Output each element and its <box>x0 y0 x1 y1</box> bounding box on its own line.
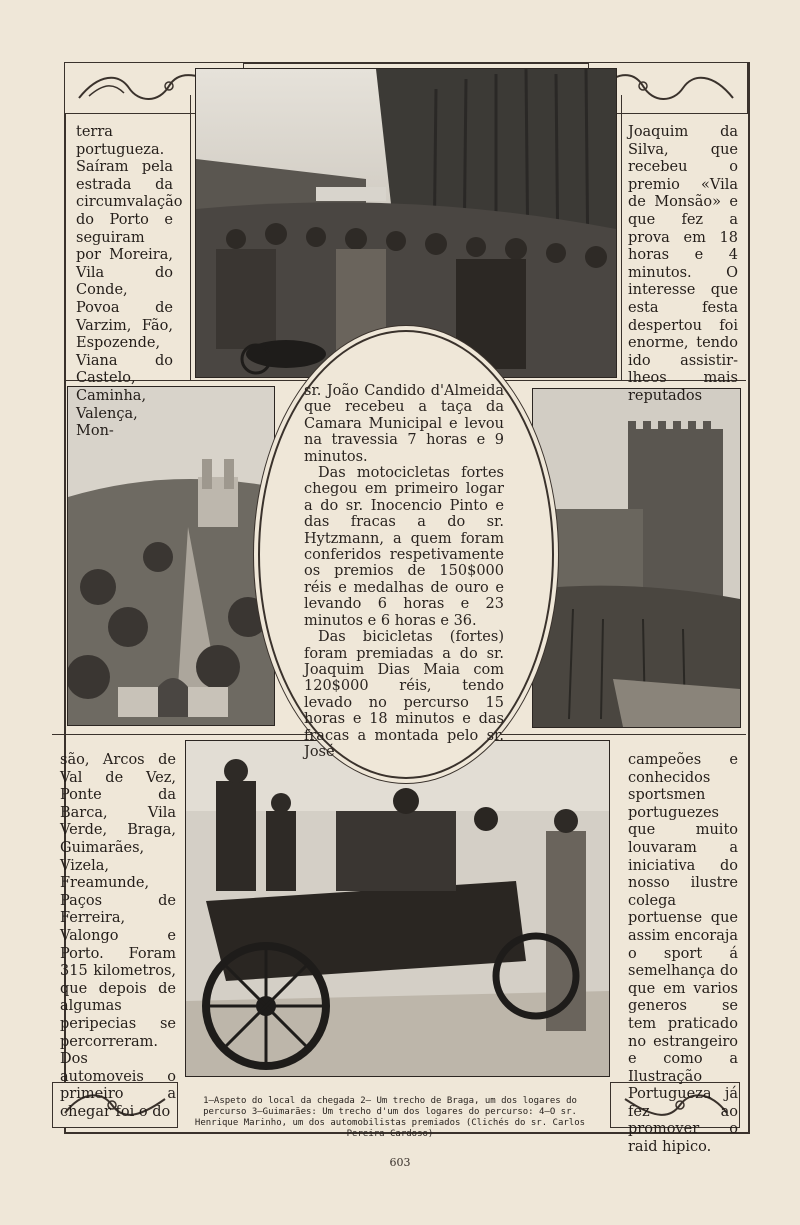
photo-caption: 1—Aspeto do local da chegada 2— Um trecho de Braga, um dos logares do percurso 3—Guimarães: Um trecho d'um dos logares do percurso: 4—O sr. Henrique Marinho, um dos automobilistas premiados (Clichés do sr. Carlos Pereira Cardoso) <box>194 1096 586 1139</box>
text-column-top-left <box>76 124 183 441</box>
divider <box>190 95 191 380</box>
column-text: são, Arcos de Val de Vez, Ponte da Barca, Vila Verde, Braga, Guimarães, Vizela, Freamunde, Paços de Ferreira, Valongo e Porto. Foram 315 kilometros, que depois de algumas peripecias se percorreram. Dos automoveis o primeiro a chegar foi o do <box>60 752 176 1120</box>
photo-guimaraes-castle <box>532 388 741 728</box>
text-column-top-right <box>628 124 738 406</box>
column-text: terra portugueza. Saíram pela estrada da circumvalação do Porto e seguiram por Moreira, Vila do Conde, Povoa de Varzim, Fão, Espozende, Viana do Castelo, Caminha, Valença, Mon- <box>76 124 183 440</box>
text-column-bottom-right <box>628 752 738 1157</box>
photo-automobile-marinho <box>185 740 610 1077</box>
column-text: Joaquim da Silva, que recebeu o premio «Vila de Monsão» e que fez a prova em 18 horas e 4 minutos. O interesse que esta festa despertou foi enorme, tendo ido assistir-lheos mais reputados <box>628 124 738 404</box>
text-column-bottom-left <box>60 752 176 1121</box>
oval-paragraph: Das motocicletas fortes chegou em primeiro logar a do sr. Inocencio Pinto e das fracas a do sr. Hytzmann, a quem foram conferidos respetivamente os premios de 150$000 réis e medalhas de ouro e levando 6 horas e 23 minutos e 6 horas e 36. <box>304 465 504 629</box>
page-number: 603 <box>389 1156 411 1169</box>
column-text: campeões e conhecidos sportsmen portuguezes que muito louvaram a iniciativa do nosso ilustre colega portuense que assim encoraja o sport á semelhança do que em varios generos se tem praticado no estrangeiro e como a Ilustração Portugueza já fez ao promover o raid hipico. <box>628 752 739 1156</box>
oval-paragraph: sr. João Candido d'Almeida que recebeu a taça da Camara Municipal e levou na travessia 7 horas e 9 minutos. <box>304 383 504 465</box>
oval-paragraph: Das bicicletas (fortes) foram premiadas a do sr. Joaquim Dias Maia com 120$000 réis, tendo levado no percurso 15 horas e 18 minutos e das fracas a montada pelo sr. José <box>304 629 504 760</box>
center-oval-text <box>304 383 504 760</box>
divider <box>621 95 622 380</box>
